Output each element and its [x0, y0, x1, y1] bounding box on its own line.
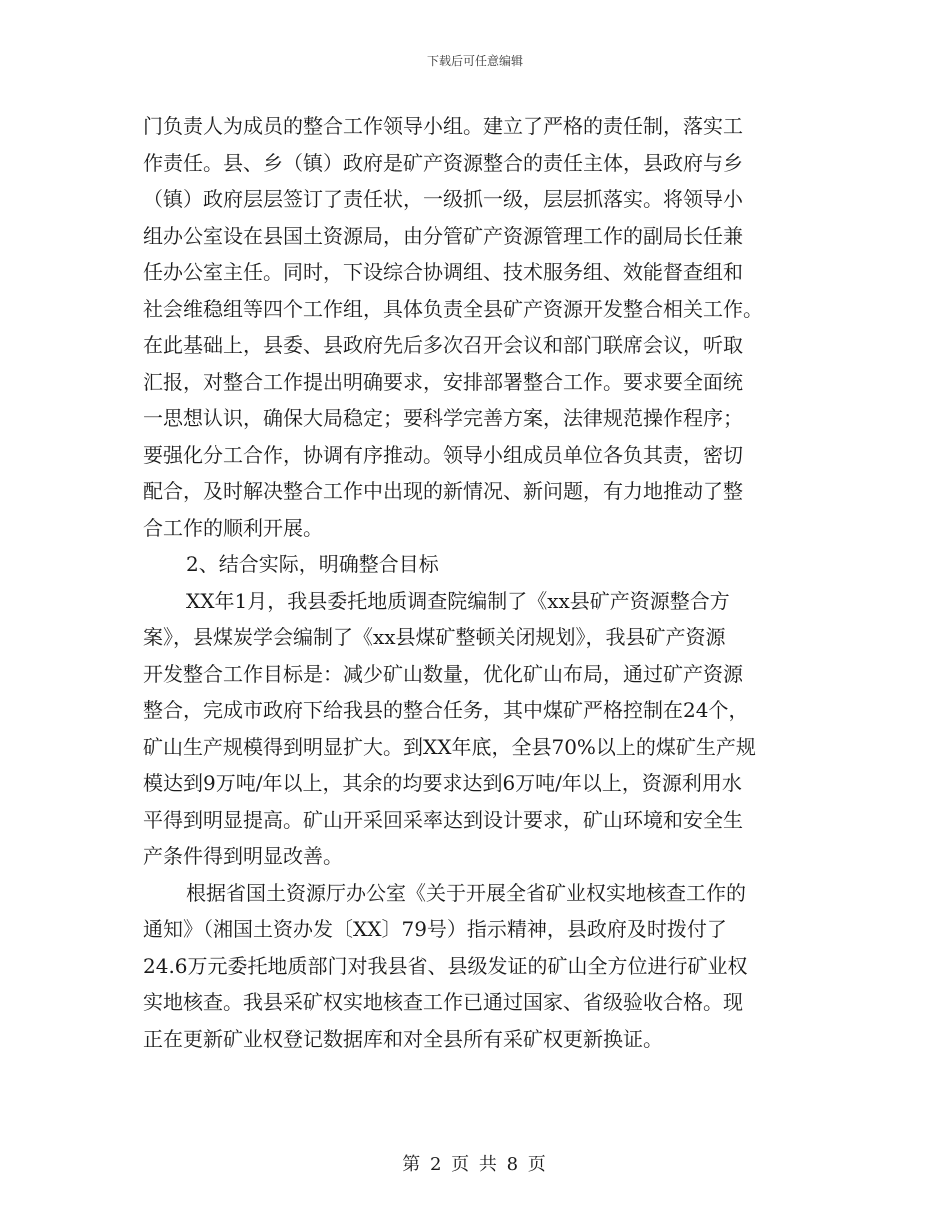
- document-body: [143, 108, 813, 1057]
- text-line: 一思想认识，确保大局稳定；要科学完善方案，法律规范操作程序；: [143, 406, 743, 430]
- text-line: 社会维稳组等四个工作组，具体负责全县矿产资源开发整合相关工作。: [143, 296, 763, 321]
- text-line: 作责任。县、乡（镇）政府是矿产资源整合的责任主体，县政府与乡: [143, 150, 743, 175]
- text-line: 根据省国土资源厅办公室《关于开展全省矿业权实地核查工作的: [186, 880, 746, 905]
- text-line: 在此基础上，县委、县政府先后多次召开会议和部门联席会议，听取: [143, 333, 743, 357]
- text-line: 2、结合实际，明确整合目标: [186, 552, 439, 576]
- text-line: 门负责人为成员的整合工作领导小组。建立了严格的责任制，落实工: [143, 114, 743, 138]
- text-line: 开发整合工作目标是：减少矿山数量，优化矿山布局，通过矿产资源: [143, 661, 743, 686]
- text-line: 整合，完成市政府下给我县的整合任务，其中煤矿严格控制在24个，: [143, 698, 749, 722]
- text-line: 合工作的顺利开展。: [143, 515, 323, 540]
- page-number-footer: 第 2 页 共 8 页: [402, 1154, 548, 1175]
- text-line: 通知》（湘国土资办发〔XX〕79号）指示精神，县政府及时拨付了: [143, 917, 727, 941]
- text-line: 平得到明显提高。矿山开采回采率达到设计要求，矿山环境和安全生: [143, 807, 743, 832]
- text-line: 模达到9万吨/年以上，其余的均要求达到6万吨/年以上，资源利用水: [143, 771, 742, 795]
- text-line: 汇报，对整合工作提出明确要求，安排部署整合工作。要求要全面统: [143, 369, 743, 394]
- text-line: 要强化分工合作，协调有序推动。领导小组成员单位各负其责，密切: [143, 442, 743, 467]
- page-header: 下载后可任意编辑: [426, 54, 523, 68]
- text-line: 产条件得到明显改善。: [143, 844, 343, 868]
- text-line: 配合，及时解决整合工作中出现的新情况、新问题，有力地推动了整: [143, 479, 743, 503]
- text-line: 实地核查。我县采矿权实地核查工作已通过国家、省级验收合格。现: [143, 990, 743, 1014]
- text-line: 任办公室主任。同时，下设综合协调组、技术服务组、效能督查组和: [143, 260, 743, 284]
- text-line: XX年1月，我县委托地质调查院编制了《xx县矿产资源整合方: [186, 588, 730, 613]
- text-line: 案》，县煤炭学会编制了《xx县煤矿整顿关闭规划》，我县矿产资源: [143, 625, 726, 649]
- text-line: （镇）政府层层签订了责任状，一级抓一级，层层抓落实。将领导小: [143, 187, 743, 211]
- text-line: 组办公室设在县国土资源局，由分管矿产资源管理工作的副局长任兼: [143, 223, 743, 248]
- text-line: 24.6万元委托地质部门对我县省、县级发证的矿山全方位进行矿业权: [143, 953, 748, 978]
- text-line: 正在更新矿业权登记数据库和对全县所有采矿权更新换证。: [143, 1026, 663, 1051]
- text-line: 矿山生产规模得到明显扩大。到XX年底，全县70%以上的煤矿生产规: [143, 734, 756, 759]
